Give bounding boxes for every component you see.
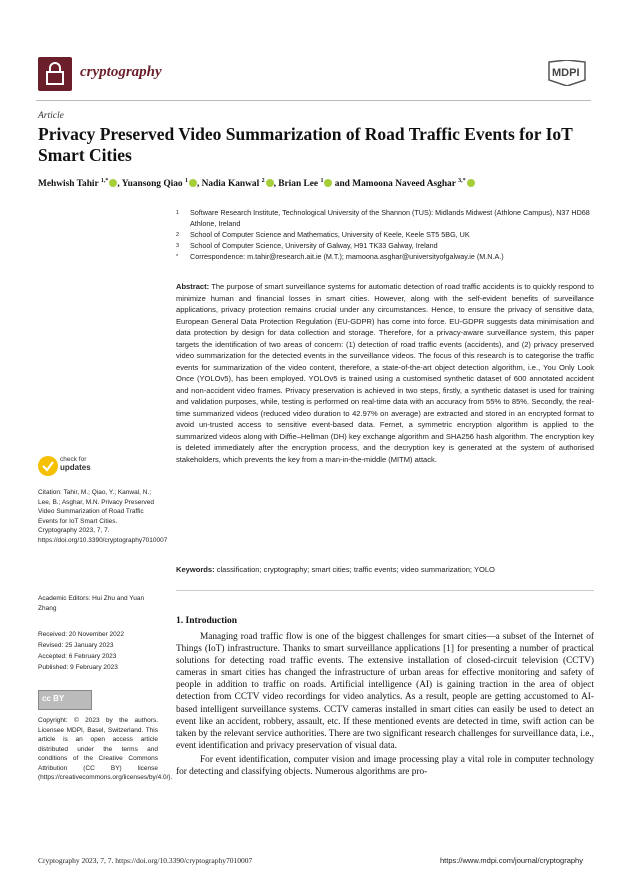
footer-citation: Cryptography 2023, 7, 7. https://doi.org/10.3390/cryptography7010007 <box>38 856 253 865</box>
author-affiliation-mark: 2 <box>261 178 265 184</box>
author-affiliation-mark: 1,* <box>100 178 109 184</box>
affiliation-item <box>176 241 596 252</box>
orcid-icon[interactable] <box>467 179 475 187</box>
citation <box>38 488 168 545</box>
cc-license-label: cc BY <box>42 694 65 703</box>
academic-editors: Academic Editors: Hui Zhu and Yuan Zhang <box>38 595 145 612</box>
keywords <box>176 565 594 574</box>
check-updates-line1: check for <box>60 456 87 463</box>
body-text <box>176 631 594 778</box>
header-divider <box>36 100 591 101</box>
author-affiliation-mark: 1 <box>320 178 324 184</box>
journal-logo <box>38 57 72 91</box>
lock-icon <box>38 57 72 91</box>
affiliation-number: 1 <box>176 210 180 216</box>
publisher-name: MDPI <box>552 67 580 79</box>
affiliation-text: School of Computer Science, University of Galway, H91 TK33 Galway, Ireland <box>190 240 438 250</box>
affiliation-item <box>176 252 596 263</box>
abstract-text: The purpose of smart surveillance systems for automatic detection of road traffic accidents is to quickly respond to minimize human and financial losses in smart cities. However, along with the self-evident benefits of surveillance applications, privacy protection remains crucial under any circumstances. Hence, to ensure the privacy of sensitive data, European General Data Protection Regulation (EU-GDPR) has come into force. EU-GDPR suggests data minimisation and data protection by design for data collection and storage. Therefore, for a privacy-aware surveillance system, this paper targets the identification of two areas of concern: (1) detection of road traffic events (accidents), and (2) privacy preserved video summarization for the detected events in the surveillance videos. The focus of this research is to categorise the traffic events for summarization of the video content, therefore, a state-of-the-art object detection algorithm, i.e., You Only Look Once (YOLOv5), has been employed. YOLOv5 is trained using a customised synthetic dataset of 600 annotated accident and non-accident video frames. Privacy preservation is achieved in two steps, firstly, a synthetic dataset is used for training and validation purposes, while, testing is performed on real-time data with an accuracy from 55% to 85%. Secondly, the real-time summarized videos (reduced video duration to 42.97% on average) are extracted and stored in an encrypted format to avoid un-trusted access to sensitive event-based data. Fernet, a symmetric encryption algorithm is applied to the summarized videos along with Diffie–Hellman (DH) key exchange algorithm and SHA256 hash algorithm. The encryption key is deleted immediately after the encryption process, and the decryption key is generated at the system of authorised stakeholders, which prevents the key from a man-in-the-middle (MITM) attack. <box>176 282 594 464</box>
orcid-icon[interactable] <box>266 179 274 187</box>
orcid-icon[interactable] <box>109 179 117 187</box>
affiliation-number: 3 <box>176 242 180 249</box>
accepted-date: Accepted: 6 February 2023 <box>38 653 117 660</box>
affiliation-item <box>176 208 596 229</box>
author-affiliation-mark: 1 <box>184 178 188 184</box>
affiliation-text: Software Research Institute, Technological University of the Shannon (TUS): Midlands Midwest (Athlone Campus), N37 HD68 Athlone, Ireland <box>190 208 590 228</box>
paragraph: Managing road traffic flow is one of the biggest challenges for smart cities—a subset of the Internet of Things (IoT) infrastructure. Thanks to smart surveillance applications [1] for presenting a number of practical solutions for detecting road traffic events. The extensive installation of closed-circuit television (CCTV) cameras in smart cities has changed the infrastructure of urban areas for effective monitoring and safety of people in addition to traffic on roads. Artificial intelligence (AI) is gaining traction in the area of object detection from CCTV video recordings for video analytics. As a result, people are getting accustomed to AI-based intelligent surveillance systems. CCTV cameras installed in smart cities can easily be used to detect an event like an accident, robbery, assault, etc. If these mentioned events are detected in time, swift action can be taken by the relevant service authorities. There are two significant research challenges for surveillance data, i.e., event identification and privacy preservation of visual data. <box>176 632 594 751</box>
author-list: Mehwish Tahir $^{1,*}$ , Yuansong Qiao $^1$ , Nadia Kanwal $^2$ , Brian Lee $^1$ and Mamoona Naveed Asghar $^{3,*}$ <box>38 178 598 189</box>
affiliation-number: 2 <box>176 231 180 238</box>
received-date: Received: 20 November 2022 <box>38 631 124 638</box>
author-name: Nadia Kanwal <box>201 179 262 190</box>
journal-name: cryptography <box>80 64 162 80</box>
affiliation-item <box>176 230 596 241</box>
check-updates-icon[interactable] <box>38 456 58 476</box>
section-divider <box>176 590 594 591</box>
article-title: Privacy Preserved Video Summarization of Road Traffic Events for IoT Smart Cities <box>38 124 573 165</box>
paragraph: For event identification, computer vision and image processing play a vital role in computer technology for detecting and classifying objects. Numerous algorithms are pro- <box>176 754 594 778</box>
published-date: Published: 9 February 2023 <box>38 664 118 671</box>
author-name: Brian Lee <box>278 179 321 190</box>
publisher-logo <box>545 60 589 86</box>
abstract <box>176 281 594 465</box>
author-name: Mehwish Tahir <box>38 179 101 190</box>
article-type: Article <box>38 111 64 121</box>
author-affiliation-mark: 3,* <box>458 178 466 184</box>
check-updates-line2: updates <box>60 463 91 472</box>
affiliation-number: * <box>176 253 179 260</box>
citation-text: Citation: Tahir, M.; Qiao, Y.; Kanwal, N.; Lee, B.; Asghar, M.N. Privacy Preserved Video Summarization of Road Traffic Events for IoT Smart Cities. Cryptography 2023, 7, 7. https://doi.org/10.3390/cryptography7010007 <box>38 489 168 544</box>
author-name: Yuansong Qiao <box>121 179 185 190</box>
footer-journal-link[interactable]: https://www.mdpi.com/journal/cryptography <box>440 856 583 865</box>
copyright: Copyright: © 2023 by the authors. Licensee MDPI, Basel, Switzerland. This article is an open access article distributed under the terms and conditions of the Creative Commons Attribution (CC BY) license (https://creativecommons.org/licenses/by/4.0/). <box>38 717 173 781</box>
cc-license-badge[interactable] <box>38 690 92 710</box>
abstract-label: Abstract: <box>176 282 210 291</box>
author-separator: and <box>332 179 353 190</box>
orcid-icon[interactable] <box>189 179 197 187</box>
affiliation-list <box>176 208 596 263</box>
affiliation-text: Correspondence: m.tahir@research.ait.ie (M.T.); mamoona.asghar@universityofgalway.ie (M.N.A.) <box>190 251 504 261</box>
keywords-text: classification; cryptography; smart cities; traffic events; video summarization; YOLO <box>216 565 495 574</box>
author-name: Mamoona Naveed Asghar <box>352 179 459 190</box>
revised-date: Revised: 25 January 2023 <box>38 642 114 649</box>
keywords-label: Keywords: <box>176 565 215 574</box>
affiliation-text: School of Computer Science and Mathematics, University of Keele, Keele ST5 5BG, UK <box>190 229 470 239</box>
section-heading: 1. Introduction <box>176 616 238 626</box>
check-updates-link[interactable] <box>60 456 91 472</box>
